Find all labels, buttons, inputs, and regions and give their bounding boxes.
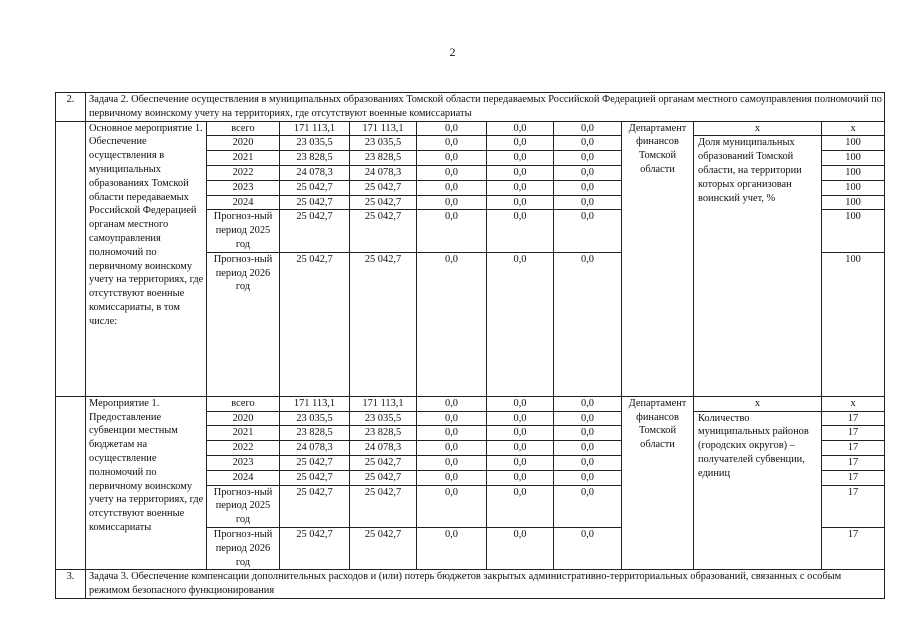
total-cell: 24 078,3 [280, 165, 350, 180]
period-cell: 2024 [207, 195, 280, 210]
indicator-value: 17 [822, 527, 885, 569]
extrabudget-cell: 0,0 [554, 411, 622, 426]
local-budget-cell: 0,0 [487, 426, 554, 441]
local-budget-cell: 0,0 [487, 396, 554, 411]
blank-cell [56, 121, 86, 396]
indicator-value: 17 [822, 485, 885, 527]
regional-budget-cell: 23 828,5 [350, 426, 417, 441]
task-text: Задача 2. Обеспечение осуществления в муниципальных образованиях Томской области передаваемых Российской Федерацией органам местного самоуправления полномочий по первичному воинскому учету на территориях, где отсутствуют военные комиссариаты [86, 93, 885, 122]
task-text: Задача 3. Обеспечение компенсации дополнительных расходов и (или) потерь бюджетов закрытых административно-территориальных образований, связанных с особым режимом безопасного функционирования [86, 570, 885, 599]
federal-budget-cell: 0,0 [417, 411, 487, 426]
total-cell: 23 035,5 [280, 411, 350, 426]
indicator-value: 100 [822, 165, 885, 180]
total-cell: 25 042,7 [280, 485, 350, 527]
local-budget-cell: 0,0 [487, 455, 554, 470]
indicator-value: 17 [822, 470, 885, 485]
federal-budget-cell: 0,0 [417, 195, 487, 210]
local-budget-cell: 0,0 [487, 485, 554, 527]
period-cell: 2021 [207, 151, 280, 166]
local-budget-cell: 0,0 [487, 441, 554, 456]
local-budget-cell: 0,0 [487, 195, 554, 210]
activity-name: Мероприятие 1. Предоставление субвенции местным бюджетам на осуществление полномочий по первичному воинскому учету на территориях, где отсутствуют военные комиссариаты [86, 396, 207, 570]
period-cell: Прогноз-ный период 2026 год [207, 252, 280, 396]
extrabudget-cell: 0,0 [554, 180, 622, 195]
indicator-header: x [694, 121, 822, 136]
regional-budget-cell: 171 113,1 [350, 121, 417, 136]
indicator-value: 100 [822, 136, 885, 151]
page-number: 2 [449, 45, 456, 59]
period-cell: Прогноз-ный период 2026 год [207, 527, 280, 569]
federal-budget-cell: 0,0 [417, 485, 487, 527]
federal-budget-cell: 0,0 [417, 426, 487, 441]
indicator-value: x [822, 121, 885, 136]
extrabudget-cell: 0,0 [554, 195, 622, 210]
extrabudget-cell: 0,0 [554, 210, 622, 252]
extrabudget-cell: 0,0 [554, 151, 622, 166]
total-cell: 23 828,5 [280, 151, 350, 166]
federal-budget-cell: 0,0 [417, 396, 487, 411]
federal-budget-cell: 0,0 [417, 180, 487, 195]
indicator-value: 100 [822, 195, 885, 210]
total-cell: 23 828,5 [280, 426, 350, 441]
period-cell: всего [207, 396, 280, 411]
period-cell: 2022 [207, 165, 280, 180]
federal-budget-cell: 0,0 [417, 470, 487, 485]
extrabudget-cell: 0,0 [554, 527, 622, 569]
federal-budget-cell: 0,0 [417, 252, 487, 396]
local-budget-cell: 0,0 [487, 252, 554, 396]
activity-name: Основное мероприятие 1. Обеспечение осуществления в муниципальных образованиях Томской области передаваемых Российской Федерацией органам местного самоуправления полномочий по первичному воинскому учету на территориях, где отсутствуют военные комиссариаты, в том числе: [86, 121, 207, 396]
regional-budget-cell: 25 042,7 [350, 470, 417, 485]
extrabudget-cell: 0,0 [554, 165, 622, 180]
local-budget-cell: 0,0 [487, 121, 554, 136]
regional-budget-cell: 25 042,7 [350, 180, 417, 195]
indicator-value: 17 [822, 441, 885, 456]
local-budget-cell: 0,0 [487, 411, 554, 426]
federal-budget-cell: 0,0 [417, 455, 487, 470]
local-budget-cell: 0,0 [487, 470, 554, 485]
indicator-value: 100 [822, 151, 885, 166]
regional-budget-cell: 24 078,3 [350, 165, 417, 180]
federal-budget-cell: 0,0 [417, 121, 487, 136]
total-cell: 171 113,1 [280, 396, 350, 411]
local-budget-cell: 0,0 [487, 210, 554, 252]
table-row [56, 121, 885, 136]
indicator-value: 100 [822, 252, 885, 396]
extrabudget-cell: 0,0 [554, 121, 622, 136]
federal-budget-cell: 0,0 [417, 151, 487, 166]
indicator-value: 17 [822, 426, 885, 441]
federal-budget-cell: 0,0 [417, 527, 487, 569]
total-cell: 25 042,7 [280, 470, 350, 485]
extrabudget-cell: 0,0 [554, 441, 622, 456]
regional-budget-cell: 25 042,7 [350, 527, 417, 569]
total-cell: 25 042,7 [280, 527, 350, 569]
executor-cell: Департамент финансов Томской области [622, 121, 694, 396]
blank-cell [56, 396, 86, 570]
indicator-value: 100 [822, 210, 885, 252]
extrabudget-cell: 0,0 [554, 426, 622, 441]
table-row [56, 396, 885, 411]
extrabudget-cell: 0,0 [554, 252, 622, 396]
total-cell: 25 042,7 [280, 195, 350, 210]
regional-budget-cell: 23 828,5 [350, 151, 417, 166]
federal-budget-cell: 0,0 [417, 136, 487, 151]
local-budget-cell: 0,0 [487, 136, 554, 151]
total-cell: 24 078,3 [280, 441, 350, 456]
extrabudget-cell: 0,0 [554, 455, 622, 470]
table-body [56, 93, 885, 599]
indicator-value: 17 [822, 411, 885, 426]
extrabudget-cell: 0,0 [554, 136, 622, 151]
executor-cell: Департамент финансов Томской области [622, 396, 694, 570]
regional-budget-cell: 23 035,5 [350, 411, 417, 426]
regional-budget-cell: 25 042,7 [350, 252, 417, 396]
local-budget-cell: 0,0 [487, 180, 554, 195]
regional-budget-cell: 23 035,5 [350, 136, 417, 151]
indicator-value: x [822, 396, 885, 411]
total-cell: 25 042,7 [280, 180, 350, 195]
period-cell: 2023 [207, 180, 280, 195]
period-cell: 2020 [207, 411, 280, 426]
regional-budget-cell: 24 078,3 [350, 441, 417, 456]
local-budget-cell: 0,0 [487, 527, 554, 569]
task-number: 3. [56, 570, 86, 599]
local-budget-cell: 0,0 [487, 151, 554, 166]
period-cell: 2021 [207, 426, 280, 441]
total-cell: 25 042,7 [280, 210, 350, 252]
extrabudget-cell: 0,0 [554, 485, 622, 527]
program-table [55, 92, 885, 599]
federal-budget-cell: 0,0 [417, 165, 487, 180]
total-cell: 23 035,5 [280, 136, 350, 151]
total-cell: 171 113,1 [280, 121, 350, 136]
extrabudget-cell: 0,0 [554, 396, 622, 411]
period-cell: Прогноз-ный период 2025 год [207, 485, 280, 527]
total-cell: 25 042,7 [280, 455, 350, 470]
period-cell: 2024 [207, 470, 280, 485]
task-row [56, 93, 885, 122]
total-cell: 25 042,7 [280, 252, 350, 396]
period-cell: 2023 [207, 455, 280, 470]
indicator-value: 17 [822, 455, 885, 470]
indicator-name: Количество муниципальных районов (городских округов) – получателей субвенции, единиц [694, 411, 822, 570]
regional-budget-cell: 25 042,7 [350, 485, 417, 527]
task-row [56, 570, 885, 599]
local-budget-cell: 0,0 [487, 165, 554, 180]
period-cell: 2022 [207, 441, 280, 456]
federal-budget-cell: 0,0 [417, 210, 487, 252]
indicator-name: Доля муниципальных образований Томской области, на территории которых организован воинский учет, % [694, 136, 822, 396]
regional-budget-cell: 171 113,1 [350, 396, 417, 411]
task-number: 2. [56, 93, 86, 122]
period-cell: 2020 [207, 136, 280, 151]
regional-budget-cell: 25 042,7 [350, 455, 417, 470]
indicator-header: x [694, 396, 822, 411]
federal-budget-cell: 0,0 [417, 441, 487, 456]
indicator-value: 100 [822, 180, 885, 195]
extrabudget-cell: 0,0 [554, 470, 622, 485]
regional-budget-cell: 25 042,7 [350, 210, 417, 252]
regional-budget-cell: 25 042,7 [350, 195, 417, 210]
period-cell: Прогноз-ный период 2025 год [207, 210, 280, 252]
period-cell: всего [207, 121, 280, 136]
